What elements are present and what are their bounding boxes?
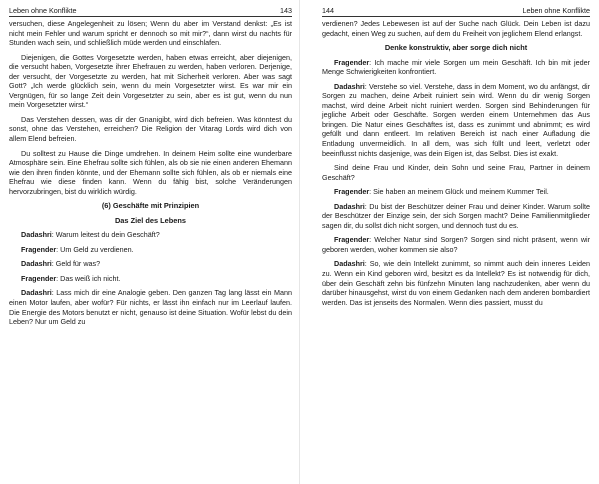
dialogue-paragraph	[322, 259, 590, 307]
dialogue-text: : Das weiß ich nicht.	[56, 273, 121, 283]
dialogue-text: : Warum leitest du dein Geschäft?	[51, 230, 160, 240]
page-body	[9, 19, 292, 327]
paragraph: Das Verstehen dessen, was dir der Gnanigibt, wird dich befreien. Was könntest du sonst, ohne das Verstehen, erreichen? Die Religion der Vitarag Lords wird dich von allem Elend befreien.	[9, 114, 292, 144]
dialogue-paragraph	[322, 82, 590, 158]
running-head	[322, 6, 590, 17]
dialogue-paragraph	[322, 187, 590, 197]
dialogue-text: : Verstehe so viel. Verstehe, dass in dem Moment, wo du anfängst, dir Sorgen zu machen, deine Arbeit ruiniert sein wird. Wenn du dir wenig Sorgen machst, wird deine Arbeit nicht ruiniert werden. Sorgen sind Behinderungen für jegliche Arbeit oder Geschäfte. Sorgen werden einem Unternehmen das Aus bringen. Die Natur eines Geschäftes ist, dass es zunimmt und abnimmt; es wird gefüllt und dann entleert. Im relativen Bereich ist nach einer Aufladung die Entladung unvermeidlich. In all dem, was sich füllt und leert, verletzt oder beeinflusst nichts dasjenige, was dein Eigen ist, das Selbst. Dies ist exakt.	[322, 81, 590, 158]
dialogue-text: : So, wie dein Intellekt zunimmt, so nimmt auch dein inneres Leiden zu. Wenn ein Kind geboren wird, besitzt es da Intellekt? Es ist notwendig für dich, über dein Geschäft zehn bis fünfzehn Minuten lang nachzudenken, aber wenn du darüber hinausgehst, wirst du von einem Gedanken nach dem anderen bombardiert werden. Das ist jenseits des Normalen. Wenn dies passiert, musst du	[322, 259, 590, 307]
section-heading: Denke konstruktiv, aber sorge dich nicht	[384, 43, 528, 53]
page-body	[322, 19, 590, 307]
dialogue-paragraph	[9, 230, 292, 240]
page-number: 143	[280, 6, 292, 15]
dialogue-paragraph	[322, 58, 590, 77]
dialogue-text: : Lass mich dir eine Analogie geben. Den ganzen Tag lang lässt ein Mann einen Motor laufen, aber wofür? Für nichts, er lässt ihn einfach nur im Leerlauf laufen. Die Energie des Motors benutzt er nicht, genauso ist deine Situation. Wofür lebst du dein Leben? Nur um Geld zu	[9, 288, 292, 327]
speaker-name: Fragender	[21, 273, 57, 283]
dialogue-text: : Sie haben an meinem Glück und meinem Kummer Teil.	[369, 187, 549, 197]
dialogue-paragraph	[322, 202, 590, 231]
dialogue-paragraph	[9, 274, 292, 284]
section-heading: (6) Geschäfte mit Prinzipien	[101, 201, 200, 211]
dialogue-paragraph	[9, 259, 292, 269]
paragraph: verdienen? Jedes Lebewesen ist auf der Suche nach Glück. Dein Leben ist dazu gedacht, einen Weg zu suchen, auf dem du Freiheit von jeglichem Elend erlangst.	[322, 19, 590, 38]
paragraph: Sind deine Frau und Kinder, dein Sohn und seine Frau, Partner in deinem Geschäft?	[322, 163, 590, 182]
speaker-name: Dadashri	[21, 288, 52, 298]
dialogue-text: : Welcher Natur sind Sorgen? Sorgen sind nicht präsent, wenn wir geboren werden, woher kommen sie also?	[322, 235, 590, 254]
dialogue-text: : Ich mache mir viele Sorgen um mein Geschäft. Ich bin mit jeder Menge Schwierigkeiten konfrontiert.	[322, 57, 590, 77]
section-heading: Das Ziel des Lebens	[114, 215, 187, 225]
dialogue-text: : Du bist der Beschützer deiner Frau und deiner Kinder. Warum sollte der Beschützer der Einzige sein, der sich Sorgen macht? Deine Familienmitglieder sagen dir, du sollst dich nicht sorgen, und dennoch tust du es.	[322, 201, 590, 230]
header-title: Leben ohne Konflikte	[9, 6, 77, 15]
speaker-name: Dadashri	[334, 81, 365, 91]
speaker-name: Fragender	[334, 57, 370, 67]
dialogue-paragraph	[9, 245, 292, 255]
dialogue-text: : Um Geld zu verdienen.	[56, 244, 134, 254]
paragraph: versuchen, diese Angelegenheit zu lösen; Wenn du aber im Verstand denkst: „Es ist nicht mein Fehler und warum spricht er dennoch so mit mir?“, dann wirst du nachts für Stunden wach sein, und schließlich müde werden und einschlafen.	[9, 19, 292, 48]
paragraph: Du solltest zu Hause die Dinge umdrehen. In deinem Heim sollte eine wunderbare Atmosphäre sein. Eine Ehefrau sollte sich fühlen, als ob sie nie einen anderen Ehemann wie den ihren finden könnte, und der Ehemann sollte sich fühlen, als ob er niemals eine Ehefrau wie diese finden kann. Wenn du fähig bist, solche Veränderungen hervorzubringen, bist du wirklich würdig.	[9, 148, 292, 196]
page-number: 144	[322, 6, 334, 15]
speaker-name: Fragender	[21, 244, 57, 254]
header-title: Leben ohne Konflikte	[522, 6, 590, 15]
speaker-name: Fragender	[334, 187, 370, 197]
paragraph: Diejenigen, die Gottes Vorgesetzte werden, haben etwas erreicht, aber diejenigen, die versucht haben, Vorgesetzte ihrer Ehefrauen zu werden, haben verloren. Derjenige, der versucht, der Vorgesetzte zu werden, hat mit Sicherheit verloren. Aber was sagt Gott? „Ich werde glücklich sein, wenn du mein Vorgesetzter wirst. Es war mir ein Vergnügen, für so lange Zeit dein Vorgesetzter zu sein, aber es ist gut, wenn du nun mein Vorgesetzter wirst.“	[9, 52, 292, 110]
running-head	[9, 6, 292, 17]
dialogue-paragraph	[9, 288, 292, 326]
dialogue-paragraph	[322, 235, 590, 254]
right-page	[300, 0, 599, 484]
speaker-name: Dadashri	[334, 259, 365, 269]
speaker-name: Dadashri	[21, 259, 52, 269]
speaker-name: Dadashri	[334, 201, 365, 211]
dialogue-text: : Geld für was?	[51, 259, 101, 269]
speaker-name: Dadashri	[21, 230, 52, 240]
speaker-name: Fragender	[334, 235, 370, 245]
